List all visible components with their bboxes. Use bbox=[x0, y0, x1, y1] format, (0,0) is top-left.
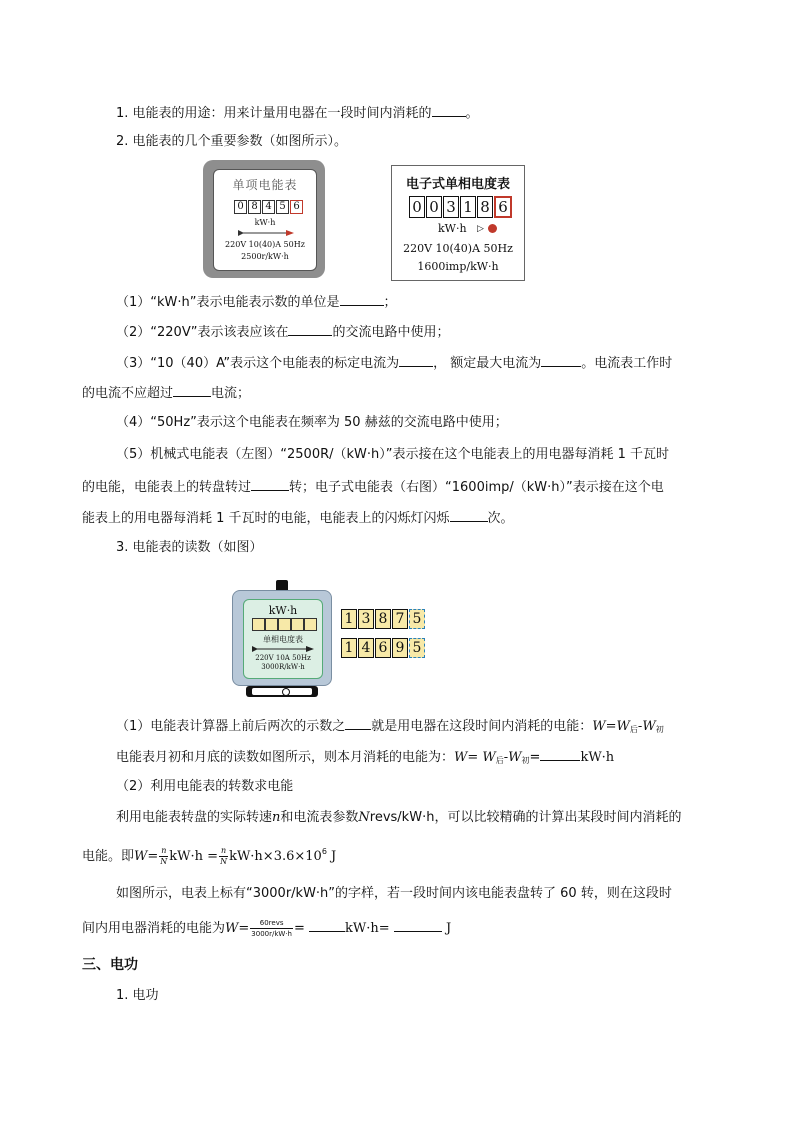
digit: 8 bbox=[375, 609, 391, 629]
question-frequency: （4）“50Hz”表示这个电能表在频率为 50 赫兹的交流电路中使用； bbox=[116, 415, 508, 430]
blank-max-current[interactable] bbox=[541, 352, 581, 367]
empty-digit-box bbox=[252, 618, 265, 631]
digit: 9 bbox=[392, 638, 408, 658]
digit: 3 bbox=[443, 196, 459, 218]
question-current-cont: 的电流不应超过 电流； bbox=[82, 382, 250, 404]
blank-unit[interactable] bbox=[340, 291, 384, 306]
digit: 0 bbox=[234, 200, 247, 214]
arrow-icon bbox=[252, 646, 314, 652]
empty-digit-box bbox=[304, 618, 317, 631]
digit: 7 bbox=[392, 609, 408, 629]
mechanical-meter-image bbox=[203, 160, 325, 278]
question-constant: （5）机械式电能表（左图）“2500R/（kW·h）”表示接在这个电能表上的用电器每消耗 1 千瓦时 bbox=[116, 447, 670, 462]
arrow-icon bbox=[238, 230, 294, 236]
digit: 1 bbox=[341, 609, 357, 629]
digit: 0 bbox=[426, 196, 442, 218]
fraction-n-over-N: $\frac{n}{N}$ bbox=[160, 846, 168, 866]
empty-digit-box bbox=[291, 618, 304, 631]
reading-meter-face bbox=[243, 599, 323, 679]
digit: 8 bbox=[477, 196, 493, 218]
reading-end bbox=[341, 638, 426, 658]
mechanical-meter-constant: 2500r/kW·h bbox=[241, 252, 289, 261]
reading-start bbox=[341, 609, 426, 629]
digit-decimal: 6 bbox=[494, 196, 512, 218]
blank-usage[interactable] bbox=[432, 102, 466, 117]
reading-meter-name: 单相电度表 bbox=[263, 635, 303, 644]
mechanical-meter-unit: kW·h bbox=[254, 218, 276, 227]
revolution-formula: 电能。即W= $\frac{n}{N}$ kW·h = $\frac{n}{N}$ $kW\cdot h\times 3.6\times 10^6$ J bbox=[82, 846, 337, 866]
reading-meter-constant: 3000R/kW·h bbox=[261, 663, 305, 671]
reading-meter-body bbox=[232, 590, 332, 686]
example-calculation: 间内用电器消耗的电能为W= $\frac{\text{60revs}}{3000r/kW\cdot h}$ = kW·h= J bbox=[82, 919, 452, 938]
pulse-indicator-icon: ▷ bbox=[477, 224, 484, 234]
question-constant-cont2: 能表上的用电器每消耗 1 千瓦时的电能，电能表上的闪烁灯闪烁 次。 bbox=[82, 507, 514, 529]
digit: 6 bbox=[375, 638, 391, 658]
reading-meter-unit: kW·h bbox=[268, 604, 298, 617]
item-params: 2. 电能表的几个重要参数（如图所示）。 bbox=[116, 134, 348, 149]
item-usage: 1. 电能表的用途：用来计量用电器在一段时间内消耗的 。 bbox=[116, 102, 479, 124]
question-current: （3）“10（40）A”表示这个电能表的标定电流为 ， 额定最大电流为 。电流表工作时 bbox=[116, 352, 672, 374]
item-electric-work: 1. 电功 bbox=[116, 988, 159, 1003]
reading-meter-digit-boxes bbox=[252, 618, 317, 631]
revolution-method-title: （2）利用电能表的转数求电能 bbox=[116, 779, 294, 794]
digit: 0 bbox=[409, 196, 425, 218]
question-voltage: （2）“220V”表示该表应该在 的交流电路中使用； bbox=[116, 321, 449, 343]
empty-digit-box bbox=[278, 618, 291, 631]
digit-decimal: 5 bbox=[409, 638, 425, 658]
digit: 3 bbox=[358, 609, 374, 629]
revolution-method-desc: 利用电能表转盘的实际转速n和电流表参数Nrevs/kW·h，可以比较精确的计算出某段时间内消耗的 bbox=[116, 810, 682, 825]
blank-rated-current[interactable] bbox=[399, 352, 433, 367]
question-constant-cont: 的电能，电能表上的转盘转过 转；电子式电能表（右图）“1600imp/（kW·h）”表示接在这个电 bbox=[82, 476, 664, 498]
mechanical-meter-face bbox=[213, 169, 317, 271]
terminal-icon bbox=[282, 688, 290, 696]
blank-revolutions[interactable] bbox=[251, 476, 289, 491]
digit: 1 bbox=[341, 638, 357, 658]
reading-meter-image bbox=[232, 580, 332, 698]
question-unit: （1）“kW·h”表示电能表示数的单位是 ； bbox=[116, 291, 397, 313]
blank-voltage[interactable] bbox=[288, 321, 332, 336]
blank-flashes[interactable] bbox=[450, 507, 488, 522]
blank-difference[interactable] bbox=[345, 715, 371, 730]
electronic-meter-digits bbox=[409, 196, 513, 218]
blank-monthly-energy[interactable] bbox=[540, 746, 580, 761]
electronic-meter-image bbox=[391, 165, 525, 281]
mechanical-meter-spec: 220V 10(40)A 50Hz bbox=[225, 240, 305, 249]
empty-digit-box bbox=[265, 618, 278, 631]
meter-base bbox=[246, 686, 318, 697]
fraction-n-over-N: $\frac{n}{N}$ bbox=[220, 846, 228, 866]
mechanical-meter-digits bbox=[234, 200, 304, 214]
digit-decimal: 6 bbox=[290, 200, 303, 214]
led-icon bbox=[488, 224, 497, 233]
electronic-meter-constant: 1600imp/kW·h bbox=[417, 260, 499, 273]
blank-example-joule[interactable] bbox=[394, 917, 442, 932]
digit: 8 bbox=[248, 200, 261, 214]
blank-limit-current[interactable] bbox=[173, 382, 211, 397]
digit: 1 bbox=[460, 196, 476, 218]
electronic-meter-title: 电子式单相电度表 bbox=[405, 177, 510, 192]
digit: 4 bbox=[262, 200, 275, 214]
digit-decimal: 5 bbox=[409, 609, 425, 629]
example-question: 如图所示，电表上标有“3000r/kW·h”的字样，若一段时间内该电能表盘转了 60 转，则在这段时 bbox=[116, 886, 672, 901]
item-reading: 3. 电能表的读数（如图） bbox=[116, 540, 263, 555]
blank-example-kwh[interactable] bbox=[309, 917, 345, 932]
mechanical-meter-title: 单项电能表 bbox=[232, 178, 298, 192]
reading-monthly: 电能表月初和月底的读数如图所示，则本月消耗的电能为：$W= W_后-W_初= kW\cdot h$ bbox=[116, 746, 614, 771]
electronic-meter-unit: kW·h bbox=[438, 222, 467, 235]
digit: 5 bbox=[276, 200, 289, 214]
digit: 4 bbox=[358, 638, 374, 658]
fraction-example: $\frac{\text{60revs}}{3000r/kW\cdot h}$ bbox=[251, 919, 292, 938]
reading-difference: （1）电能表计算器上前后两次的示数之 就是用电器在这段时间内消耗的电能：$W=W_后-W_初$ bbox=[116, 715, 664, 740]
electronic-meter-spec: 220V 10(40)A 50Hz bbox=[403, 242, 513, 255]
section-heading-electric-work: 三、电功 bbox=[82, 957, 138, 973]
reading-meter-spec: 220V 10A 50Hz bbox=[255, 654, 311, 662]
